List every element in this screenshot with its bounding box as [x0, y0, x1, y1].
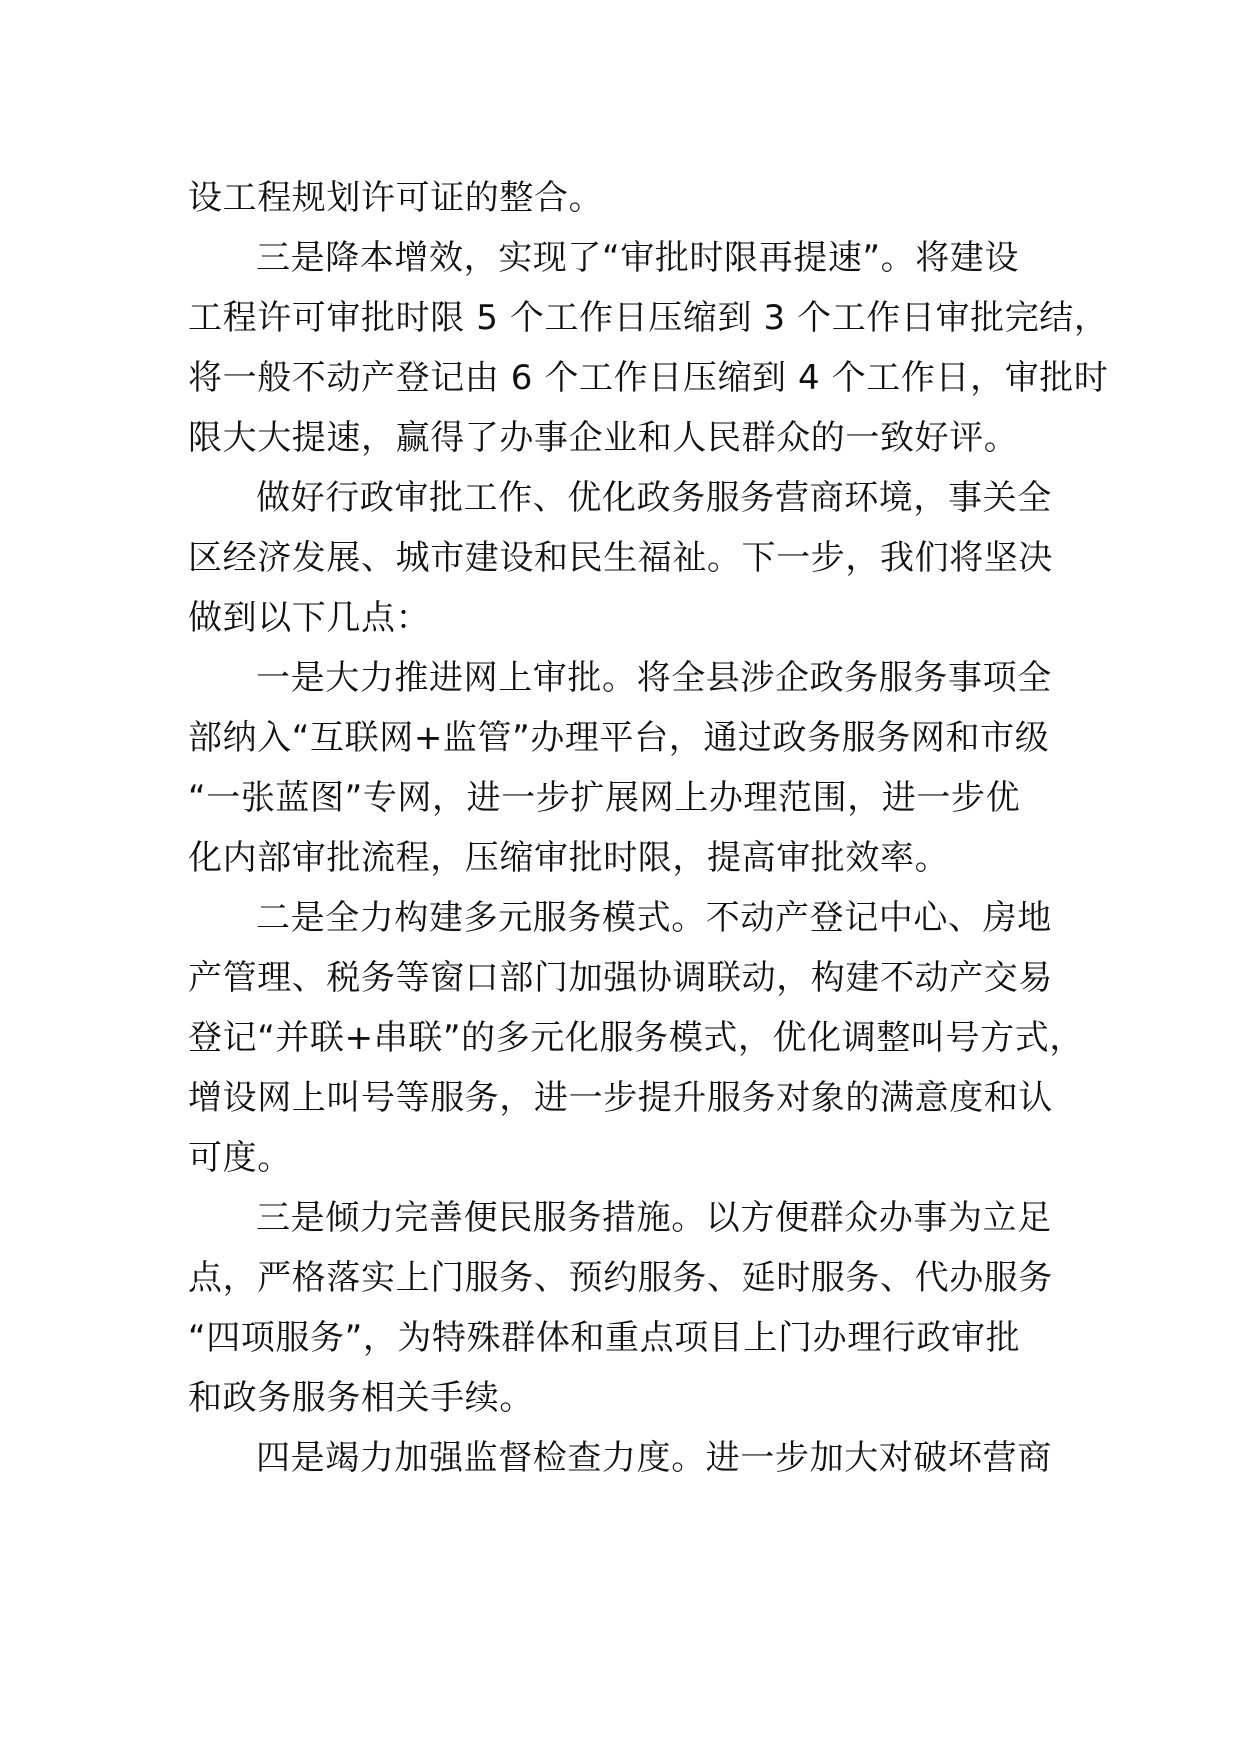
text-line: 部纳入“互联网+监管”办理平台，通过政务服务网和市级: [188, 718, 1050, 758]
paragraph-start-line: 四是竭力加强监督检查力度。进一步加大对破坏营商: [256, 1438, 1052, 1478]
paragraph-start-line: 二是全力构建多元服务模式。不动产登记中心、房地: [256, 898, 1052, 938]
text-line: “四项服务”，为特殊群体和重点项目上门办理行政审批: [188, 1318, 1021, 1358]
text-line: 做到以下几点：: [188, 598, 431, 638]
paragraph-start-line: 三是倾力完善便民服务措施。以方便群众办事为立足: [256, 1198, 1052, 1238]
text-line: 产管理、税务等窗口部门加强协调联动，构建不动产交易: [188, 958, 1053, 998]
text-line: 化内部审批流程，压缩审批时限，提高审批效率。: [188, 838, 950, 878]
text-line: 和政务服务相关手续。: [188, 1378, 534, 1418]
text-line: 区经济发展、城市建设和民生福祉。下一步，我们将坚决: [188, 538, 1053, 578]
text-line: “一张蓝图”专网，进一步扩展网上办理范围，进一步优: [188, 778, 1021, 818]
text-line: 将一般不动产登记由 6 个工作日压缩到 4 个工作日，审批时: [188, 358, 1109, 398]
text-line: 工程许可审批时限 5 个工作日压缩到 3 个工作日审批完结，: [188, 298, 1109, 338]
paragraph-start-line: 做好行政审批工作、优化政务服务营商环境，事关全: [256, 478, 1052, 518]
paragraph-start-line: 三是降本增效，实现了“审批时限再提速”。将建设: [256, 238, 1020, 278]
text-line: 点，严格落实上门服务、预约服务、延时服务、代办服务: [188, 1258, 1053, 1298]
paragraph-start-line: 一是大力推进网上审批。将全县涉企政务服务事项全: [256, 658, 1052, 698]
text-line: 限大大提速，赢得了办事企业和人民群众的一致好评。: [188, 418, 1019, 458]
text-line: 增设网上叫号等服务，进一步提升服务对象的满意度和认: [188, 1078, 1053, 1118]
text-line: 登记“并联+串联”的多元化服务模式，优化调整叫号方式，: [188, 1018, 1084, 1058]
text-line: 设工程规划许可证的整合。: [188, 178, 604, 218]
text-line: 可度。: [188, 1138, 292, 1178]
